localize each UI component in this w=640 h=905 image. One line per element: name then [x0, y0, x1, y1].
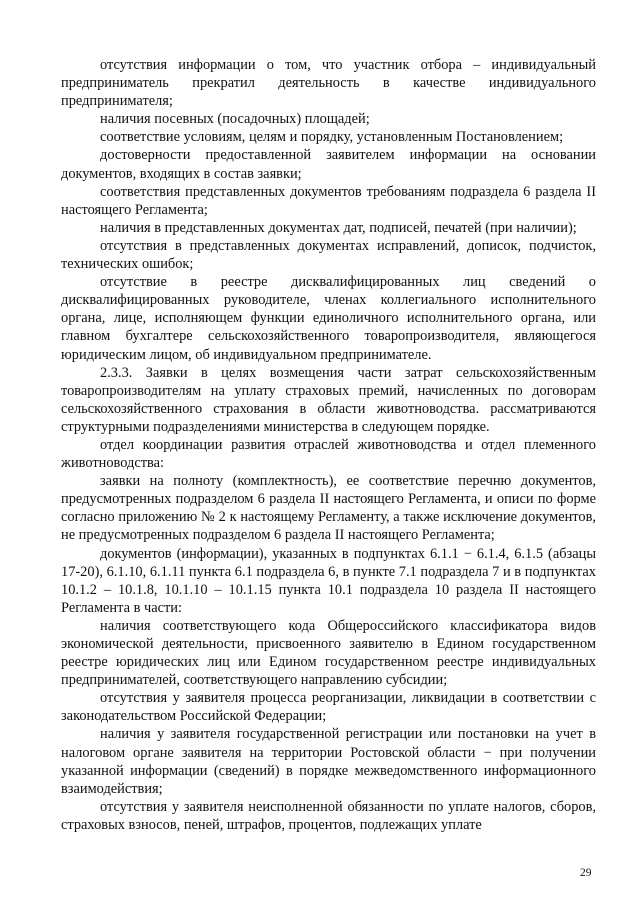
paragraph-8: отсутствие в реестре дисквалифицированных лиц сведений о дисквалифицированных руководителе, членах коллегиального исполнительного органа, лице, исполняющем функции единоличного исполнительного органа, или главном бухгалтере сельскохозяйственного товаропроизводителя, являющегося юридическим лицом, об индивидуальном предпринимателе.: [61, 274, 596, 363]
paragraph-1: отсутствия информации о том, что участник отбора – индивидуальный предприниматель прекратил деятельность в качестве индивидуального предпринимателя;: [61, 57, 596, 110]
paragraph-11: заявки на полноту (комплектность), ее соответствие перечню документов, предусмотренных подразделом 6 раздела II настоящего Регламента, и описи по форме согласно приложению № 2 к настоящему Регламенту, а также исключение документов, не предусмотренных подразделом 6 раздела II настоящего Регламента;: [61, 473, 596, 544]
paragraph-2: наличия посевных (посадочных) площадей;: [100, 111, 370, 128]
paragraph-9: 2.3.3. Заявки в целях возмещения части затрат сельскохозяйственным товаропроизводителям на уплату страховых премий, начисленных по договорам сельскохозяйственного страхования в области животноводства. рассматриваются структурными подразделениями министерства в следующем порядке.: [61, 364, 596, 435]
paragraph-13: наличия соответствующего кода Общероссийского классификатора видов экономической деятельности, присвоенного заявителю в Едином государственном реестре юридических лиц или Едином государственном реестре индивидуальных предпринимателей, соответствующего направлению субсидии;: [61, 617, 596, 689]
paragraph-7: отсутствия в представленных документах исправлений, дописок, подчисток, технических ошибок;: [61, 237, 596, 273]
page-number: 29: [580, 867, 592, 879]
paragraph-4: достоверности предоставленной заявителем информации на основании документов, входящих в состав заявки;: [61, 147, 596, 182]
paragraph-6: наличия в представленных документах дат, подписей, печатей (при наличии);: [100, 219, 577, 236]
paragraph-15: наличия у заявителя государственной регистрации или постановки на учет в налоговом органе заявителя на территории Ростовской области − при получении указанной информации (сведений) в порядке межведомственного информационного взаимодействия;: [61, 726, 596, 797]
paragraph-14: отсутствия у заявителя процесса реорганизации, ликвидации в соответствии с законодательством Российской Федерации;: [61, 690, 596, 725]
paragraph-5: соответствия представленных документов требованиям подраздела 6 раздела II настоящего Регламента;: [61, 183, 596, 218]
paragraph-10: отдел координации развития отраслей животноводства и отдел племенного животноводства:: [61, 436, 596, 472]
paragraph-3: соответствие условиям, целям и порядку, установленным Постановлением;: [100, 129, 564, 146]
paragraph-12: документов (информации), указанных в подпунктах 6.1.1 − 6.1.4, 6.1.5 (абзацы 17-20), 6.1.10, 6.1.11 пункта 6.1 подраздела 6, в пункте 7.1 подраздела 7 и в подпунктах 10.1.2 – 10.1.8, 10.1.10 – 10.1.15 пункта 10.1 подраздела 10 раздела II настоящего Регламента в части:: [61, 545, 596, 616]
body-text: [61, 56, 596, 834]
paragraph-16: отсутствия у заявителя неисполненной обязанности по уплате налогов, сборов, страховых взносов, пеней, штрафов, процентов, подлежащих уплате: [61, 798, 596, 833]
